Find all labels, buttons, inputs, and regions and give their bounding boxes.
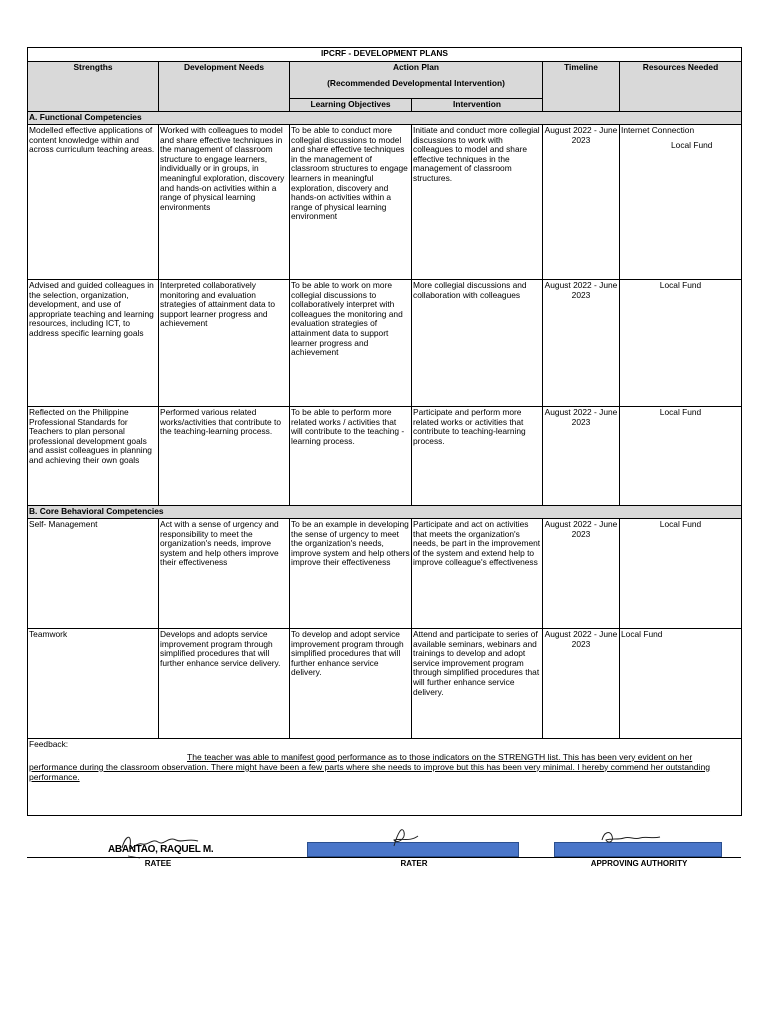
resources-cell <box>620 125 742 280</box>
development-need-cell: Worked with colleagues to model and share effective techniques in the management of classroom structure to engage learners, individually or in groups, in meaningful exploration, discovery and hands-on activities within a range of physical learning environments <box>159 125 290 280</box>
header-action-plan <box>290 62 543 99</box>
header-intervention: Intervention <box>412 99 543 112</box>
section-core-behavioral-competencies: B. Core Behavioral Competencies <box>28 506 742 519</box>
intervention-cell: Attend and participate to series of available seminars, webinars and trainings to develop and adopt service improvement program through simplified procedures that will further enhance service delivery. <box>412 629 543 739</box>
learning-objective-cell: To be an example in developing the sense of urgency to meet the organization's needs, improve system and help others improve their effectiveness <box>290 519 412 629</box>
action-plan-title: Action Plan <box>392 62 440 72</box>
header-resources: Resources Needed <box>620 62 742 112</box>
development-need-cell: Interpreted collaboratively monitoring and evaluation strategies of attainment data to support learner progress and achievement <box>159 280 290 407</box>
header-development-needs: Development Needs <box>159 62 290 112</box>
ratee-name: ABANTAO, RAQUEL M. <box>108 844 214 855</box>
learning-objective-cell: To be able to conduct more collegial discussions to model and share effective techniques in the management of classroom structures to engage learners in meaningful exploration, discovery and hands-on activities within a range of physical learning environment <box>290 125 412 280</box>
feedback-text: The teacher was able to manifest good performance as to those indicators on the STRENGTH list. This has been very evident on her performance during the classroom observation. There might have been a few parts where she needs to improve but this has been very minimal. I hereby commend her outstanding performance. <box>29 751 711 782</box>
learning-objective-cell: To be able to perform more related works / activities that will contribute to the teaching - learning process. <box>290 407 412 506</box>
feedback-label: Feedback: <box>29 739 69 749</box>
timeline-cell: August 2022 - June 2023 <box>543 125 620 280</box>
timeline-cell: August 2022 - June 2023 <box>543 629 620 739</box>
development-plan-table <box>27 47 742 816</box>
intervention-cell: Participate and perform more related works or activities that contribute to teaching-learning process. <box>412 407 543 506</box>
rater-label: RATER <box>400 859 428 868</box>
section-functional-competencies: A. Functional Competencies <box>28 112 742 125</box>
intervention-cell: More collegial discussions and collaboration with colleagues <box>412 280 543 407</box>
timeline-cell: August 2022 - June 2023 <box>543 407 620 506</box>
table-row <box>28 280 742 407</box>
strength-cell: Advised and guided colleagues in the selection, organization, development, and use of appropriate teaching and learning resources, including ICT, to address specific learning goals <box>28 280 159 407</box>
table-row <box>28 629 742 739</box>
development-need-cell: Act with a sense of urgency and responsibility to meet the organization's needs, improve system and help others improve their effectiveness <box>159 519 290 629</box>
learning-objective-cell: To be able to work on more collegial discussions to collaboratively interpret with colleagues the monitoring and evaluation strategies of attainment data to support learner progress and achievement <box>290 280 412 407</box>
form-title: IPCRF - DEVELOPMENT PLANS <box>28 48 742 62</box>
timeline-cell: August 2022 - June 2023 <box>543 280 620 407</box>
strength-cell: Modelled effective applications of content knowledge within and across curriculum teaching areas. <box>28 125 159 280</box>
ratee-label: RATEE <box>144 859 172 868</box>
strength-cell: Self- Management <box>28 519 159 629</box>
header-timeline: Timeline <box>543 62 620 112</box>
resource-item: Internet Connection <box>621 125 695 135</box>
development-need-cell: Develops and adopts service improvement program through simplified procedures that will further enhance service delivery. <box>159 629 290 739</box>
timeline-cell: August 2022 - June 2023 <box>543 519 620 629</box>
rater-signature <box>388 822 424 850</box>
table-row <box>28 519 742 629</box>
intervention-cell: Initiate and conduct more collegial discussions to work with colleagues to model and share effective techniques in the management of classroom structures. <box>412 125 543 280</box>
intervention-cell: Participate and act on activities that meets the organization's needs, be part in the improvement of the system and extend help to improve colleague's effectiveness <box>412 519 543 629</box>
resources-cell: Local Fund <box>620 629 742 739</box>
learning-objective-cell: To develop and adopt service improvement program through simplified procedures that will further enhance service delivery. <box>290 629 412 739</box>
action-plan-subtitle: (Recommended Developmental Intervention) <box>327 77 505 88</box>
feedback-cell <box>28 739 742 816</box>
strength-cell: Teamwork <box>28 629 159 739</box>
signature-line <box>27 857 741 858</box>
resources-cell: Local Fund <box>620 280 742 407</box>
table-row <box>28 125 742 280</box>
header-strengths: Strengths <box>28 62 159 112</box>
table-row <box>28 407 742 506</box>
header-learning-objectives: Learning Objectives <box>290 99 412 112</box>
approving-authority-signature <box>598 826 678 850</box>
development-need-cell: Performed various related works/activities that contribute to the teaching-learning process. <box>159 407 290 506</box>
resource-item: Local Fund <box>671 139 713 150</box>
resources-cell: Local Fund <box>620 407 742 506</box>
resources-cell: Local Fund <box>620 519 742 629</box>
strength-cell: Reflected on the Philippine Professional Standards for Teachers to plan personal professional development goals and assist colleagues in planning and achieving their own goals <box>28 407 159 506</box>
approving-authority-label: APPROVING AUTHORITY <box>590 859 688 868</box>
